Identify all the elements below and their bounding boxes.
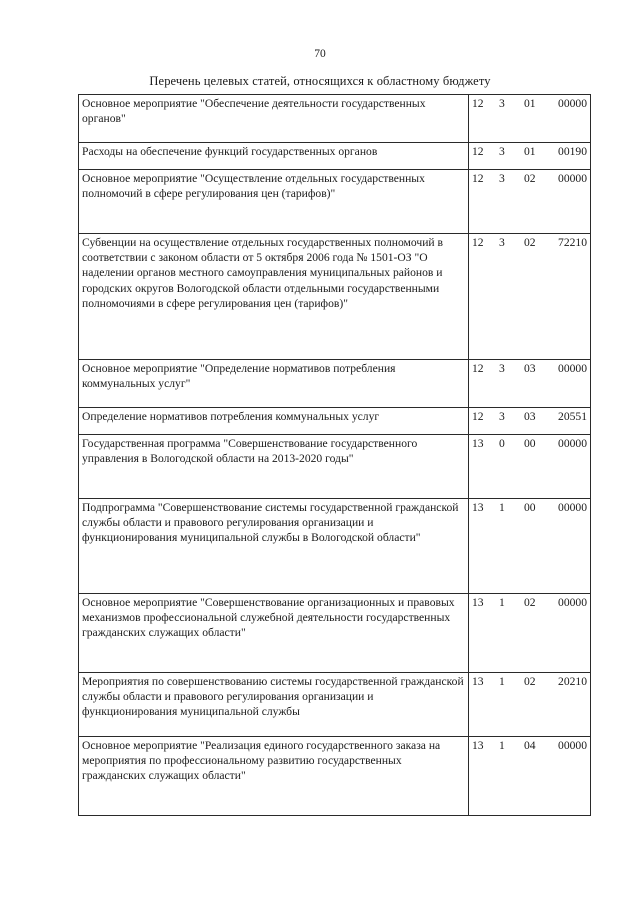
subprogram-code: 3: [499, 144, 505, 158]
main-activity-code: 02: [524, 235, 536, 249]
expense-direction-code: 20210: [558, 674, 587, 688]
program-code: 13: [472, 500, 484, 514]
program-code: 13: [472, 595, 484, 609]
program-code: 13: [472, 674, 484, 688]
program-code: 12: [472, 96, 484, 110]
code-group: [472, 436, 587, 451]
article-code-cell: [469, 673, 591, 737]
expense-direction-code: 00190: [558, 144, 587, 158]
table-body: [79, 95, 591, 816]
article-code-cell: [469, 499, 591, 594]
code-group: [472, 500, 587, 515]
article-name-cell: Определение нормативов потребления коммунальных услуг: [79, 408, 469, 435]
article-code-cell: [469, 594, 591, 673]
code-group: [472, 235, 587, 250]
program-code: 12: [472, 144, 484, 158]
table-row: [79, 673, 591, 737]
table-row: [79, 737, 591, 816]
code-group: [472, 361, 587, 376]
program-code: 12: [472, 171, 484, 185]
code-group: [472, 96, 587, 111]
expense-direction-code: 00000: [558, 738, 587, 752]
subprogram-code: 1: [499, 738, 505, 752]
article-name-cell: Подпрограмма "Совершенствование системы государственной гражданской службы области и правового регулирования организации и функционирования муниципальной службы в Вологодской области": [79, 499, 469, 594]
code-group: [472, 409, 587, 424]
expense-direction-code: 00000: [558, 500, 587, 514]
subprogram-code: 3: [499, 409, 505, 423]
program-code: 13: [472, 436, 484, 450]
table-row: [79, 499, 591, 594]
main-activity-code: 02: [524, 595, 536, 609]
article-code-cell: [469, 234, 591, 360]
article-code-cell: [469, 170, 591, 234]
expense-direction-code: 20551: [558, 409, 587, 423]
expense-direction-code: 00000: [558, 96, 587, 110]
code-group: [472, 171, 587, 186]
article-name-cell: Государственная программа "Совершенствование государственного управления в Вологодской области на 2013-2020 годы": [79, 435, 469, 499]
main-activity-code: 02: [524, 674, 536, 688]
code-group: [472, 674, 587, 689]
main-activity-code: 00: [524, 500, 536, 514]
article-code-cell: [469, 435, 591, 499]
table-row: [79, 95, 591, 143]
program-code: 13: [472, 738, 484, 752]
article-name-cell: Мероприятия по совершенствованию системы государственной гражданской службы области и правового регулирования организации и функционирования муниципальной службы: [79, 673, 469, 737]
main-activity-code: 03: [524, 361, 536, 375]
main-activity-code: 03: [524, 409, 536, 423]
expense-direction-code: 00000: [558, 171, 587, 185]
expense-direction-code: 72210: [558, 235, 587, 249]
article-name-cell: Основное мероприятие "Осуществление отдельных государственных полномочий в сфере регулирования цен (тарифов)": [79, 170, 469, 234]
expense-direction-code: 00000: [558, 361, 587, 375]
article-name-cell: Субвенции на осуществление отдельных государственных полномочий в соответствии с законом области от 5 октября 2006 года № 1501-ОЗ "О наделении органов местного самоуправления муниципальных районов и городских округов Вологодской области отдельными государственными полномочиями в сфере регулирования цен (тарифов)": [79, 234, 469, 360]
main-activity-code: 01: [524, 96, 536, 110]
code-group: [472, 738, 587, 753]
table-row: [79, 234, 591, 360]
table-row: [79, 170, 591, 234]
table-row: [79, 408, 591, 435]
article-code-cell: [469, 737, 591, 816]
code-group: [472, 144, 587, 159]
table-row: [79, 435, 591, 499]
program-code: 12: [472, 409, 484, 423]
main-activity-code: 00: [524, 436, 536, 450]
main-activity-code: 01: [524, 144, 536, 158]
program-code: 12: [472, 361, 484, 375]
article-code-cell: [469, 95, 591, 143]
article-name-cell: Основное мероприятие "Совершенствование организационных и правовых механизмов профессиональной служебной деятельности государственных гражданских служащих области": [79, 594, 469, 673]
subprogram-code: 1: [499, 595, 505, 609]
document-title: Перечень целевых статей, относящихся к областному бюджету: [149, 74, 491, 88]
subprogram-code: 3: [499, 361, 505, 375]
subprogram-code: 1: [499, 500, 505, 514]
table-row: [79, 143, 591, 170]
program-code: 12: [472, 235, 484, 249]
target-articles-table: [78, 94, 591, 816]
main-activity-code: 02: [524, 171, 536, 185]
article-name-cell: Расходы на обеспечение функций государственных органов: [79, 143, 469, 170]
expense-direction-code: 00000: [558, 595, 587, 609]
table-row: [79, 594, 591, 673]
article-name-cell: Основное мероприятие "Обеспечение деятельности государственных органов": [79, 95, 469, 143]
subprogram-code: 3: [499, 96, 505, 110]
article-name-cell: Основное мероприятие "Определение нормативов потребления коммунальных услуг": [79, 360, 469, 408]
expense-direction-code: 00000: [558, 436, 587, 450]
subprogram-code: 1: [499, 674, 505, 688]
article-name-cell: Основное мероприятие "Реализация единого государственного заказа на мероприятия по профессиональному развитию государственных гражданских служащих области": [79, 737, 469, 816]
article-code-cell: [469, 360, 591, 408]
subprogram-code: 3: [499, 235, 505, 249]
subprogram-code: 3: [499, 171, 505, 185]
article-code-cell: [469, 408, 591, 435]
code-group: [472, 595, 587, 610]
table-row: [79, 360, 591, 408]
main-activity-code: 04: [524, 738, 536, 752]
page-number: 70: [314, 48, 326, 60]
article-code-cell: [469, 143, 591, 170]
subprogram-code: 0: [499, 436, 505, 450]
